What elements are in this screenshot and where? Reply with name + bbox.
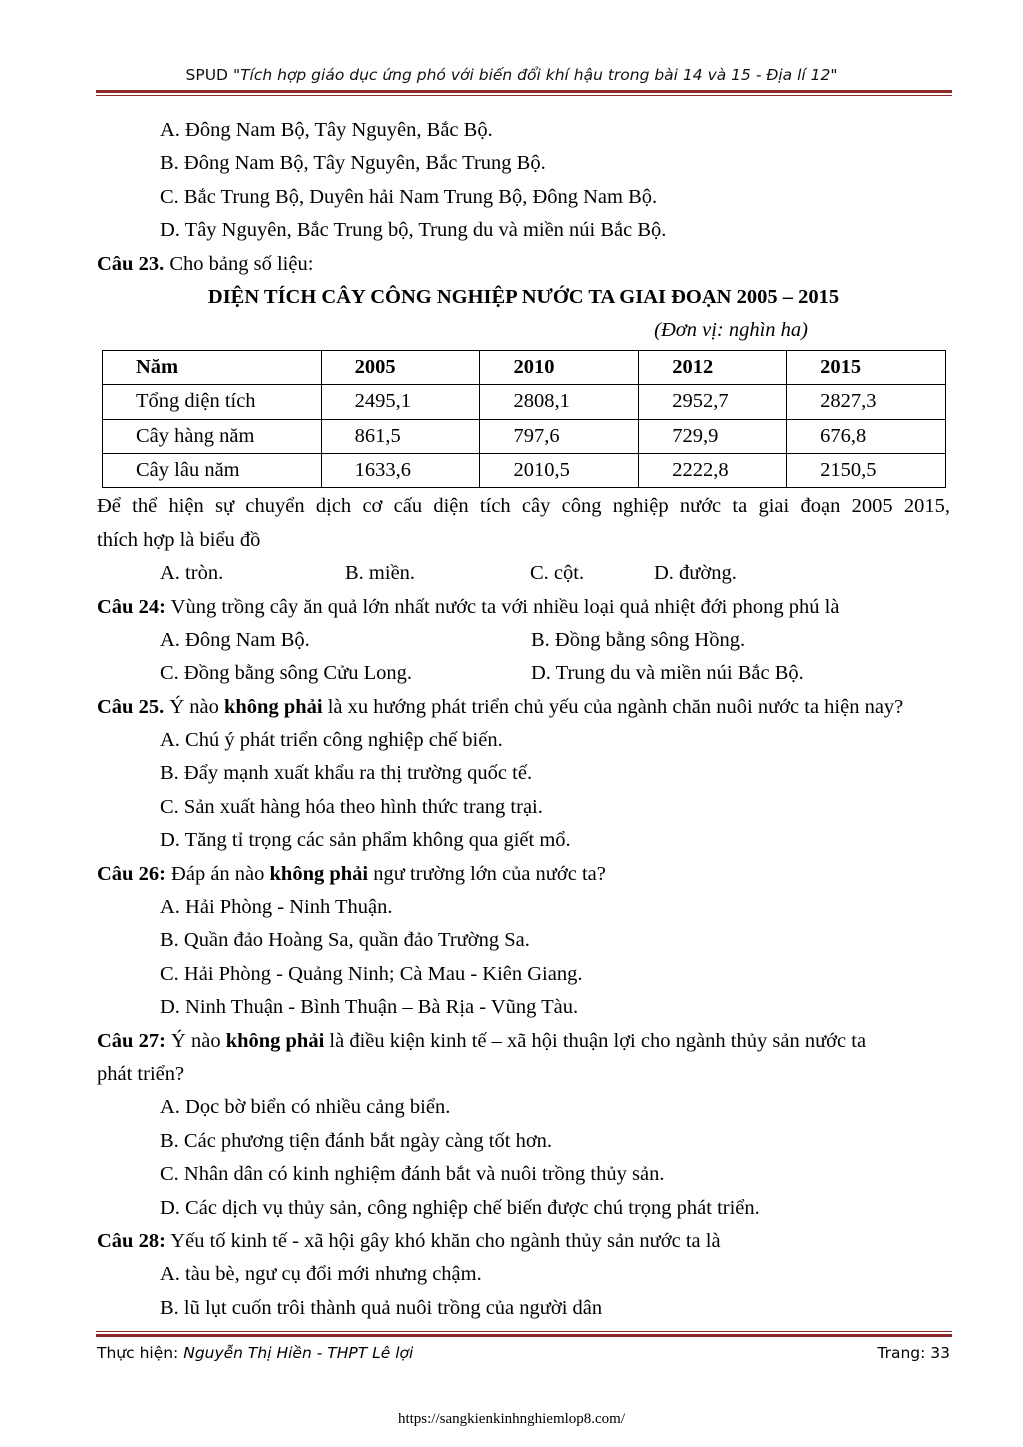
option-c: C. Hải Phòng - Quảng Ninh; Cà Mau - Kiên Giang. (160, 962, 583, 985)
page-body (97, 114, 950, 1325)
option-c: C. Đồng bằng sông Cửu Long. (160, 662, 412, 685)
option-c: C. cột. (530, 562, 585, 585)
question-25-pre: Ý nào (164, 695, 224, 718)
option-d: D. Ninh Thuận - Bình Thuận – Bà Rịa - Vũng Tàu. (160, 996, 579, 1019)
question-27 (97, 1025, 950, 1058)
option-c: C. Sản xuất hàng hóa theo hình thức trang trại. (160, 795, 543, 818)
option-a: A. Chú ý phát triển công nghiệp chế biến. (160, 729, 503, 752)
option-b: B. Đồng bằng sông Hồng. (531, 628, 746, 651)
option-a: A. Đông Nam Bộ, Tây Nguyên, Bắc Bộ. (160, 119, 493, 141)
table-row (103, 419, 946, 453)
footer-page-number: Trang: 33 (877, 1344, 950, 1362)
table-cell: 2952,7 (639, 385, 787, 419)
question-24-options-row1 (97, 624, 950, 657)
header-title: "Tích hợp giáo dục ứng phó với biến đổi khí hậu trong bài 14 và 15 - Địa lí 12" (232, 66, 838, 84)
option-d: D. Trung du và miền núi Bắc Bộ. (531, 662, 804, 685)
table-cell: 676,8 (787, 419, 946, 453)
option-a: A. tàu bè, ngư cụ đổi mới nhưng chậm. (160, 1263, 482, 1286)
question-26-pre: Đáp án nào (165, 862, 270, 885)
table-row (103, 385, 946, 419)
footer-author-label: Thực hiện: (97, 1344, 184, 1362)
question-27-pre: Ý nào (165, 1029, 226, 1052)
question-27-bold: không phải (225, 1029, 325, 1052)
table-header-cell: Năm (103, 350, 322, 384)
question-24-options-row2 (97, 657, 950, 690)
option-c: C. Bắc Trung Bộ, Duyên hải Nam Trung Bộ, Đông Nam Bộ. (160, 185, 658, 208)
table-cell: 2827,3 (787, 385, 946, 419)
option-a: A. Dọc bờ biển có nhiều cảng biển. (160, 1096, 451, 1119)
source-url[interactable]: https://sangkienkinhnghiemlop8.com/ (397, 1411, 626, 1427)
option-b: B. Đông Nam Bộ, Tây Nguyên, Bắc Trung Bộ. (160, 152, 546, 175)
question-28-text: Yếu tố kinh tế - xã hội gây khó khăn cho ngành thủy sản nước ta là (165, 1229, 721, 1252)
question-28-label: Câu 28: (97, 1229, 166, 1252)
option-b: B. Quần đảo Hoàng Sa, quần đảo Trường Sa. (160, 929, 530, 952)
header-rule-thin (96, 95, 952, 96)
question-26 (97, 858, 950, 891)
question-25-label: Câu 25. (97, 695, 165, 718)
footer-rule-thin (96, 1331, 952, 1332)
question-23-options (97, 557, 950, 590)
option-a: A. tròn. (160, 562, 224, 585)
option-c: C. Nhân dân có kinh nghiệm đánh bắt và nuôi trồng thủy sản. (160, 1163, 665, 1186)
footer-rule-thick (96, 1334, 952, 1337)
table-cell: 2495,1 (321, 385, 480, 419)
question-26-label: Câu 26: (97, 862, 166, 885)
table-cell: 797,6 (480, 419, 639, 453)
table-cell: Cây hàng năm (103, 419, 322, 453)
table-row (103, 453, 946, 487)
question-23-label: Câu 23. (97, 252, 165, 275)
table-cell: 2150,5 (787, 453, 946, 487)
question-24-label: Câu 24: (97, 595, 166, 618)
header-rule-thick (96, 90, 952, 93)
table-header-row (103, 350, 946, 384)
option-b: B. Các phương tiện đánh bắt ngày càng tốt hơn. (160, 1129, 553, 1152)
option-b: B. miền. (345, 562, 416, 585)
question-23-prompt-line2: thích hợp là biểu đồ (97, 528, 261, 551)
option-d: D. Các dịch vụ thủy sản, công nghiệp chế biến được chú trọng phát triển. (160, 1196, 760, 1219)
question-27-label: Câu 27: (97, 1029, 166, 1052)
table-cell: 2222,8 (639, 453, 787, 487)
question-23 (97, 248, 950, 281)
page-header (0, 66, 1023, 84)
option-b: B. Đẩy mạnh xuất khẩu ra thị trường quốc tế. (160, 762, 533, 785)
question-26-post: ngư trường lớn của nước ta? (368, 862, 606, 885)
table-cell: Tổng diện tích (103, 385, 322, 419)
page-footer (97, 1344, 950, 1362)
option-d: D. Tây Nguyên, Bắc Trung bộ, Trung du và miền núi Bắc Bộ. (160, 219, 667, 242)
question-24 (97, 591, 950, 624)
table-header-cell: 2015 (787, 350, 946, 384)
footer-author-name: Nguyễn Thị Hiền - THPT Lê lợi (183, 1344, 414, 1362)
table-cell: 729,9 (639, 419, 787, 453)
header-prefix: SPUD (185, 66, 233, 84)
question-23-text: Cho bảng số liệu: (164, 252, 314, 275)
table-cell: 861,5 (321, 419, 480, 453)
question-27-cont: phát triển? (97, 1063, 185, 1085)
question-25 (97, 691, 950, 724)
question-25-post: là xu hướng phát triển chủ yếu của ngành chăn nuôi nước ta hiện nay? (322, 695, 904, 718)
option-b: B. lũ lụt cuốn trôi thành quả nuôi trồng của người dân (160, 1296, 603, 1319)
question-23-prompt-line1: Để thể hiện sự chuyển dịch cơ cấu diện tích cây công nghiệp nước ta giai đoạn 2005 2015, (97, 495, 950, 518)
table-cell: 2010,5 (480, 453, 639, 487)
table-header-cell: 2005 (321, 350, 480, 384)
footer-author (97, 1344, 413, 1362)
question-26-bold: không phải (269, 862, 369, 885)
table-cell: 1633,6 (321, 453, 480, 487)
option-a: A. Hải Phòng - Ninh Thuận. (160, 896, 393, 919)
table-title: DIỆN TÍCH CÂY CÔNG NGHIỆP NƯỚC TA GIAI ĐOẠN 2005 – 2015 (207, 285, 840, 308)
option-a: A. Đông Nam Bộ. (160, 628, 310, 651)
question-28 (97, 1225, 950, 1258)
table-header-cell: 2012 (639, 350, 787, 384)
table-header-cell: 2010 (480, 350, 639, 384)
option-d: D. Tăng tỉ trọng các sản phẩm không qua giết mổ. (160, 829, 571, 852)
data-table (102, 350, 946, 489)
question-24-text: Vùng trồng cây ăn quả lớn nhất nước ta với nhiều loại quả nhiệt đới phong phú là (165, 595, 840, 618)
table-cell: Cây lâu năm (103, 453, 322, 487)
question-27-post: là điều kiện kinh tế – xã hội thuận lợi cho ngành thủy sản nước ta (324, 1029, 867, 1052)
table-cell: 2808,1 (480, 385, 639, 419)
table-unit: (Đơn vị: nghìn ha) (654, 319, 808, 342)
question-25-bold: không phải (224, 695, 323, 718)
option-d: D. đường. (654, 562, 737, 585)
